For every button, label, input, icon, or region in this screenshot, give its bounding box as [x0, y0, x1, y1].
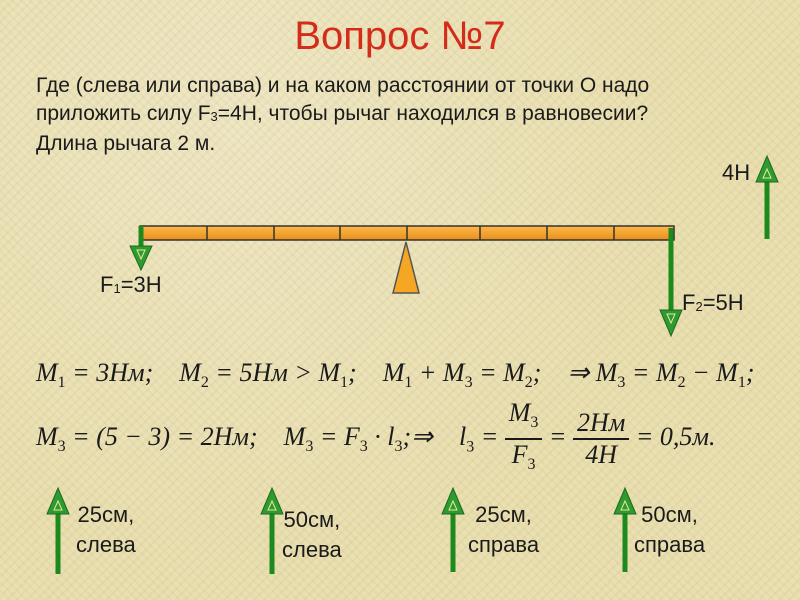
formula-implication: ⇒ $M_3 = M_2 - M_1$; — [567, 358, 755, 392]
question-line-2: приложить силу $F_3=4Н$, чтобы рычаг находился в равновесии? — [36, 102, 649, 125]
answer-option-1[interactable]: 25см, слева — [76, 502, 136, 557]
answer-arrow-4 — [614, 488, 636, 572]
question-line-1: Где (слева или справа) и на каком расстоянии от точки О надо — [36, 74, 650, 97]
formula-sum: $M_1 + M_3 = M_2$; — [382, 358, 542, 392]
answer-option-4[interactable]: 50см, справа — [634, 502, 706, 557]
formula-row-2 — [36, 398, 715, 480]
answer-arrow-3 — [442, 488, 464, 572]
formula-l3: $l_3$ = $\frac{M_3}{F_3}$ = $\frac{2Нм}{4Н}$ = 0,5м. — [459, 398, 716, 480]
force-f3-arrow — [756, 156, 778, 239]
fraction-numeric: $\frac{2Нм}{4Н}$ — [573, 408, 629, 470]
slide-title: Вопрос №7 — [294, 14, 506, 58]
fraction-m3-over-f3: $\frac{M_3}{F_3}$ — [505, 398, 543, 480]
lever-beam — [140, 226, 674, 240]
force-f2-label: $F_2=5Н$ — [682, 290, 744, 315]
formula-row-1 — [36, 358, 755, 392]
formula-m3-definition: $M_3 = F_3$ · $l_3;\Rightarrow$ — [283, 422, 433, 456]
formula-m1: $M_1 = 3Нм$; — [36, 358, 154, 392]
answer-arrow-1 — [47, 488, 69, 574]
answer-option-2[interactable]: 50см, слева — [282, 507, 342, 562]
question-line-3: Длина рычага 2 м. — [36, 132, 216, 155]
formula-m2: $M_2 = 5Нм > M_1$; — [179, 358, 357, 392]
fulcrum-triangle — [393, 242, 419, 293]
force-f3-label: 4Н — [722, 160, 751, 185]
force-f1-label: $F_1=3Н$ — [100, 272, 162, 297]
force-f2-arrow — [660, 228, 682, 336]
answer-option-3[interactable]: 25см, справа — [468, 502, 540, 557]
formula-m3-value: $M_3 = (5 - 3) = 2Нм$; — [36, 422, 258, 456]
answer-arrow-2 — [261, 488, 283, 574]
